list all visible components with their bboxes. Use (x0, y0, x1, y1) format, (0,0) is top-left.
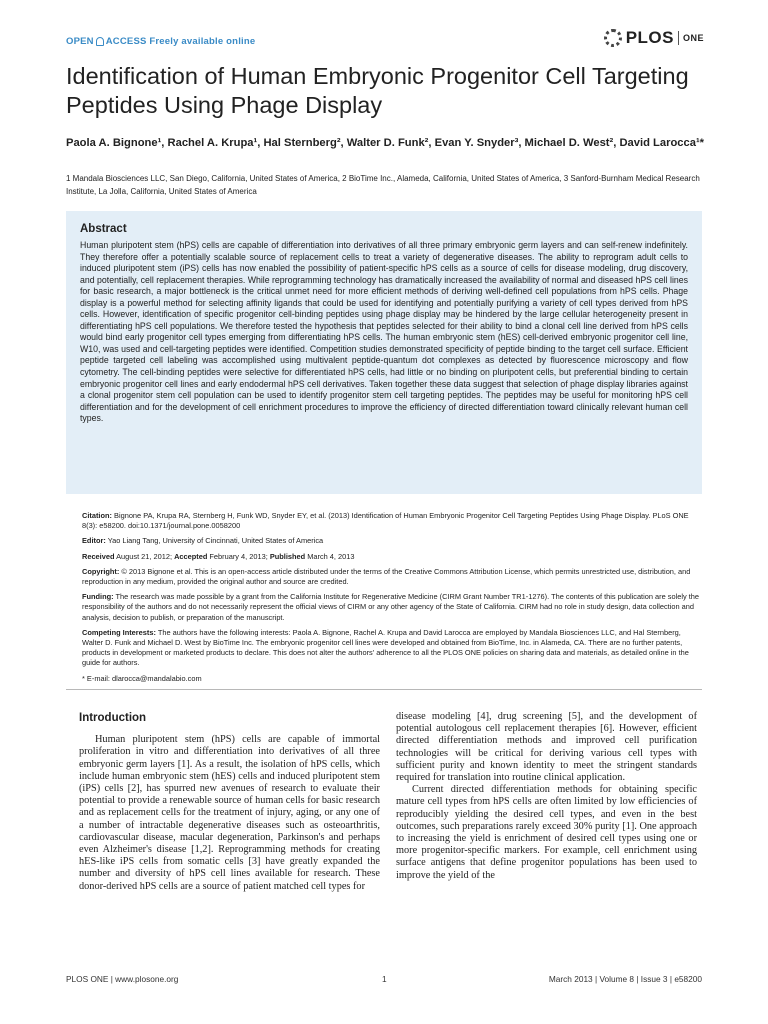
open-access-badge[interactable]: OPEN ACCESS Freely available online (66, 36, 256, 47)
intro-paragraph-1: Human pluripotent stem (hPS) cells are capable of immortal proliferation in vitro and differentiation into derivatives of all three embryonic germ layers [1]. As a result, the isolation of hPS cells, which include human embryonic stem (hES) cells and induced pluripotent stem (iPS) cells [2], has spurred new avenues of research to evaluate their potential to provide a renewable source of human cells for basic research and as replacement cells for the treatment of injury, aging, or any one of a number of intractable degenerative diseases such as osteoarthritis, cardiovascular disease, macular degeneration, Parkinson's and perhaps even Alzheimer's disease [1,2]. Reprogramming methods for creating hES-like iPS cells from somatic cells [3] have greatly expanded the number and diversity of hPS cell lines available for research. These donor-derived hPS cells are a source of patient matched cell types for (79, 734, 380, 892)
article-metadata (82, 511, 702, 689)
footer-journal-url[interactable]: PLOS ONE | www.plosone.org (66, 974, 179, 984)
intro-paragraph-1-cont: disease modeling [4], drug screening [5], and the development of potential autologous cell replacement therapies [6]. However, efficient directed differentiation methods and improved cell purification technologies will be critical for deriving various cell types with sufficient purity and known identity to meet the stringent standards required for translation into routine clinical application. (396, 711, 697, 784)
abstract-text: Human pluripotent stem (hPS) cells are capable of differentiation into derivatives of all three primary embryonic germ layers and can self-renew indefinitely. They therefore offer a potentially scalable source of replacement cells to treat a variety of degenerative diseases. The ability to reprogram adult cells to induced pluripotent stem (iPS) cells has now enabled the possibility of patient-specific hPS cells as a source of cells for disease modeling, drug discovery, and potentially, cell replacement therapies. While reprogramming technology has dramatically increased the availability of normal and diseased hPS cell lines for basic research, a major bottleneck is the critical unmet need for more efficient methods of deriving well-defined cell populations from hPS cells. Phage display is a powerful method for selecting affinity ligands that could be used for identifying and potentially purifying a variety of cell types derived from hPS cells. However, identification of specific progenitor cell-binding peptides using phage display may be hindered by the large cellular heterogeneity present in differentiating hPS cell populations. We therefore tested the hypothesis that peptides selected for their ability to bind a clonal cell line derived from hPS cells would bind early progenitor cell types emerging from differentiating hPS cells. The human embryonic stem (hES) cell-derived embryonic progenitor cell line, W10, was used and cell-targeting peptides were identified. Competition studies demonstrated specificity of peptide binding to the target cell surface. Efficient peptide targeted cell labeling was accomplished using multivalent peptide-quantum dot complexes as detected by fluorescence microscopy and flow cytometry. The cell-binding peptides were selective for differentiated hPS cells, had little or no binding on pluripotent cells, but preferential binding to certain embryonic progenitor cell lines and early endodermal hPS cell derivatives. Taken together these data suggest that selection of phage display libraries against a clonal progenitor stem cell population can be used to identify progenitor stem cell targeting peptides. The peptides may be useful for monitoring hPS cell differentiation and for the development of cell enrichment procedures to improve the efficiency of directed differentiation toward clinically relevant human cell types. (80, 240, 688, 424)
competing-interests: Competing Interests: The authors have the following interests: Paola A. Bignone, Rachel A. Krupa and David Larocca are employed by Mandala Biosciences LLC, and Hal Sternberg, Walter D. Funk and Michael D. West by BioTime Inc. The embryonic progenitor cell lines were developed and obtained from BioTime, Inc. in Alameda, CA. There are no further patents, products in development or marketed products to declare. This does not alter the authors' adherence to all the PLOS ONE policies on sharing data and materials, as detailed online in the guide for authors. (82, 627, 689, 668)
logo-divider (678, 31, 679, 45)
editor: Editor: Yao Liang Tang, University of Cincinnati, United States of America (82, 536, 324, 546)
abstract-box (66, 211, 702, 494)
funding: Funding: The research was made possible by a grant from the California Institute for Regenerative Medicine (CIRM Grant Number TR1-1276). The contents of this publication are solely the responsibility of the authors and do not necessarily represent the official views of CIRM or any other agency of the State of California. CIRM had no role in study design, data collection and analysis, decision to publish, or preparation of the manuscript. (82, 592, 699, 622)
affiliations: 1 Mandala Biosciences LLC, San Diego, California, United States of America, 2 BioTime Inc., Alameda, California, United States of America, 3 Sanford-Burnham Medical Research Institute, La Jolla, California, United States of America (66, 174, 700, 196)
dates: Received August 21, 2012; Accepted February 4, 2013; Published March 4, 2013 (82, 551, 355, 561)
plos-one-logo[interactable]: PLOS ONE (604, 28, 704, 48)
footer-issue-info: March 2013 | Volume 8 | Issue 3 | e58200 (548, 974, 702, 984)
abstract-heading: Abstract (80, 223, 127, 235)
page-number: 1 (382, 974, 387, 984)
open-lock-icon (96, 37, 104, 46)
plos-gear-icon (604, 29, 622, 47)
citation: Citation: Bignone PA, Krupa RA, Sternberg H, Funk WD, Snyder EY, et al. (2013) Identification of Human Embryonic Progenitor Cell Targeting Peptides Using Phage Display. PLoS ONE 8(3): e58200. doi:10.1371/journal.pone.0058200 (82, 511, 689, 531)
intro-paragraph-2: Current directed differentiation methods for obtaining specific mature cell types from hPS cells are often limited by low efficiencies of reproducibly yielding the desired cell types, and even in the best outcomes, such preparations rarely exceed 30% purity [1]. One approach to increasing the yield is enrichment of desired cell types using one or more progenitor-specific markers. For example, cell enrichment using surface antigens that define progenitor populations has been used to improve the yield of the (396, 784, 697, 881)
body-column-left (79, 712, 380, 893)
introduction-heading: Introduction (79, 712, 147, 724)
article-title: Identification of Human Embryonic Progenitor Cell Targeting Peptides Using Phage Display (66, 63, 689, 118)
contact-email[interactable]: * E-mail: dlarocca@mandalabio.com (82, 673, 202, 683)
body-column-right (396, 711, 697, 882)
section-divider (66, 689, 702, 690)
journal-header (66, 26, 704, 52)
copyright: Copyright: © 2013 Bignone et al. This is an open-access article distributed under the terms of the Creative Commons Attribution License, which permits unrestricted use, distribution, and reproduction in any medium, provided the original author and source are credited. (82, 566, 691, 587)
author-list: Paola A. Bignone¹, Rachel A. Krupa¹, Hal Sternberg², Walter D. Funk², Evan Y. Snyder³, Michael D. West², David Larocca¹* (66, 137, 705, 149)
